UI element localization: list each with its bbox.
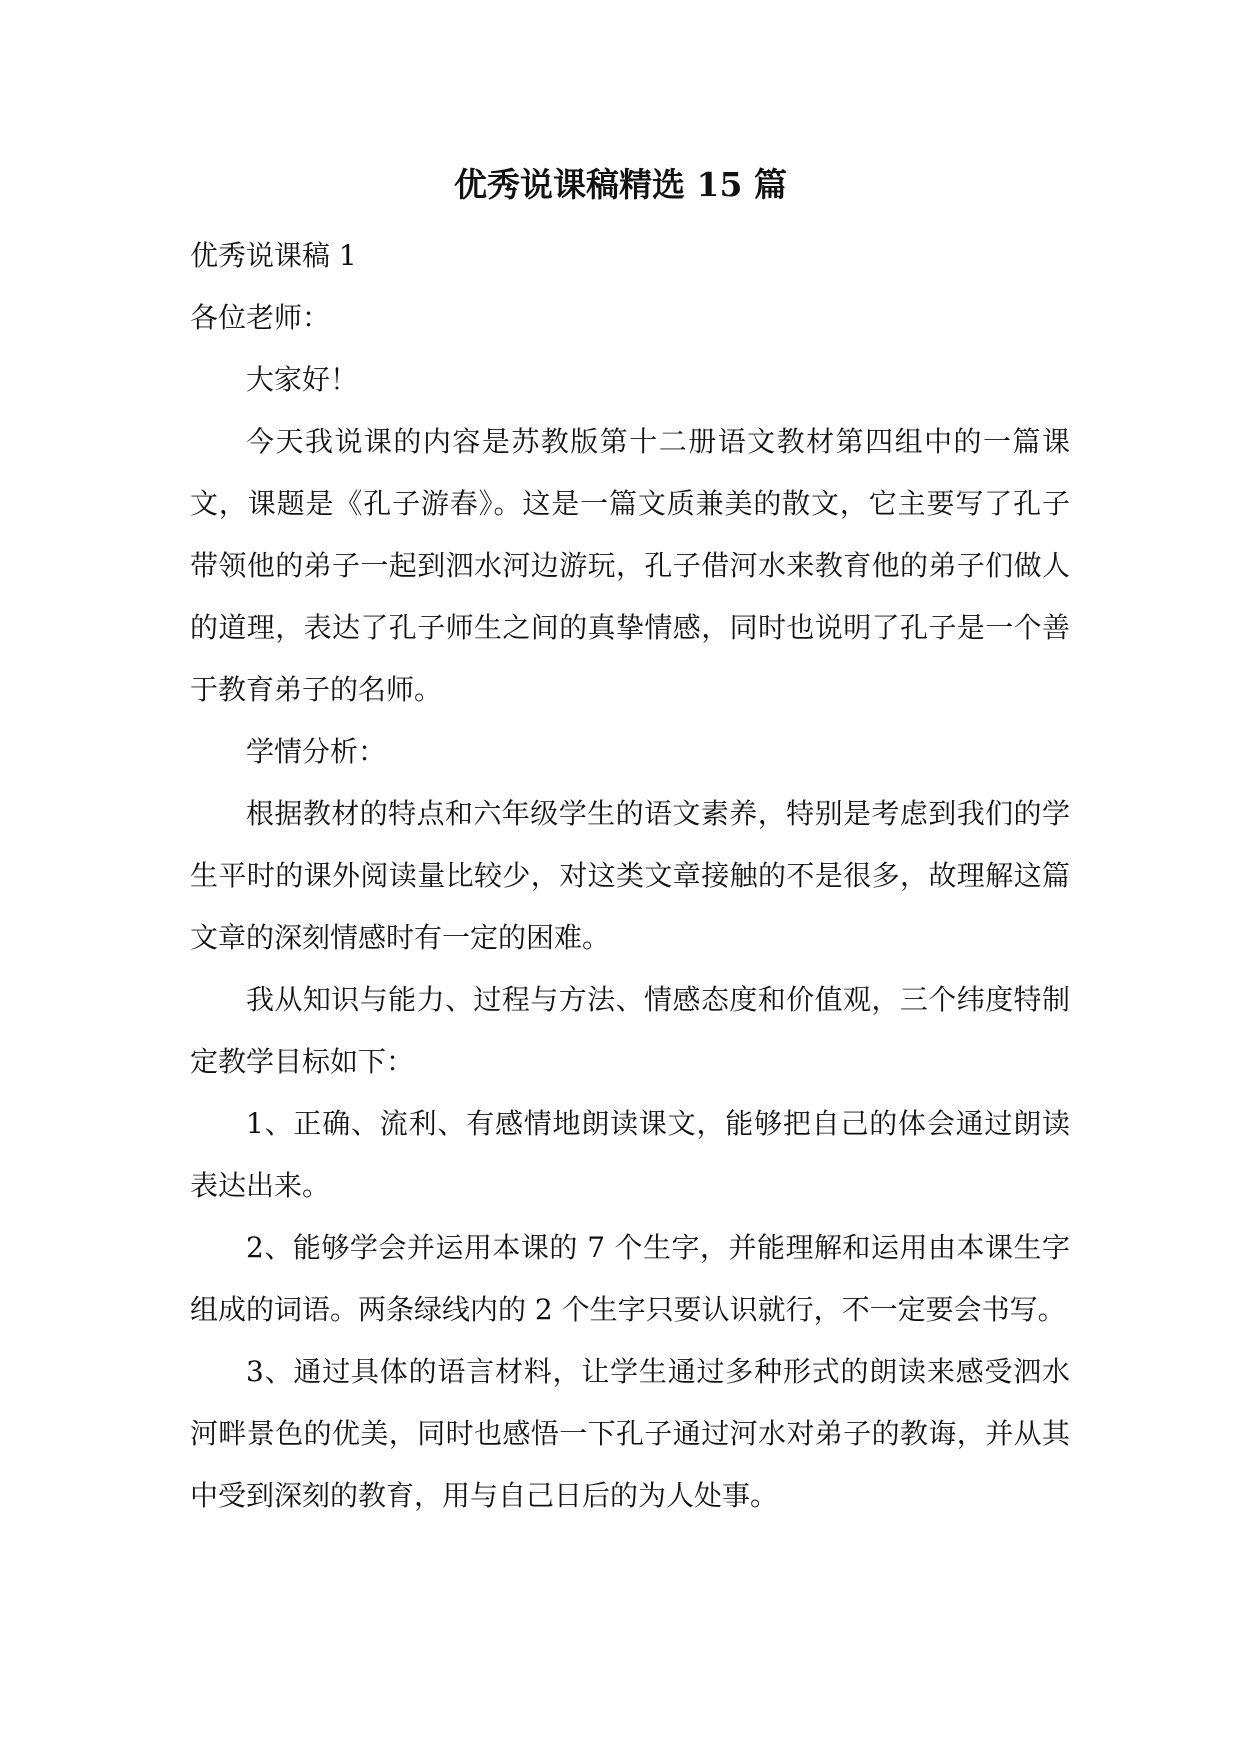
objective-1: 1、正确、流利、有感情地朗读课文，能够把自己的体会通过朗读表达出来。: [190, 1107, 1070, 1202]
objective-2: 2、能够学会并运用本课的 7 个生字，并能理解和运用由本课生字组成的词语。两条绿线内的 2 个生字只要认识就行，不一定要会书写。: [190, 1231, 1070, 1326]
paragraph-objectives-intro: 我从知识与能力、过程与方法、情感态度和价值观，三个纬度特制定教学目标如下：: [190, 983, 1070, 1078]
document-body: [190, 225, 1070, 1527]
greeting: 大家好！: [246, 363, 359, 396]
paragraph-intro: 今天我说课的内容是苏教版第十二册语文教材第四组中的一篇课文，课题是《孔子游春》。这是一篇文质兼美的散文，它主要写了孔子带领他的弟子一起到泗水河边游玩，孔子借河水来教育他的弟子们做人的道理，表达了孔子师生之间的真挚情感，同时也说明了孔子是一个善于教育弟子的名师。: [190, 425, 1070, 706]
section-heading: 优秀说课稿 1: [190, 239, 357, 272]
salutation: 各位老师：: [190, 301, 331, 334]
document-title: 优秀说课稿精选 15 篇: [454, 165, 787, 204]
heading-student-analysis: 学情分析：: [246, 735, 387, 768]
objective-3: 3、通过具体的语言材料，让学生通过多种形式的朗读来感受泗水河畔景色的优美，同时也感悟一下孔子通过河水对弟子的教诲，并从其中受到深刻的教育，用与自己日后的为人处事。: [190, 1355, 1070, 1512]
paragraph-student-analysis: 根据教材的特点和六年级学生的语文素养，特别是考虑到我们的学生平时的课外阅读量比较少，对这类文章接触的不是很多，故理解这篇文章的深刻情感时有一定的困难。: [190, 797, 1070, 954]
